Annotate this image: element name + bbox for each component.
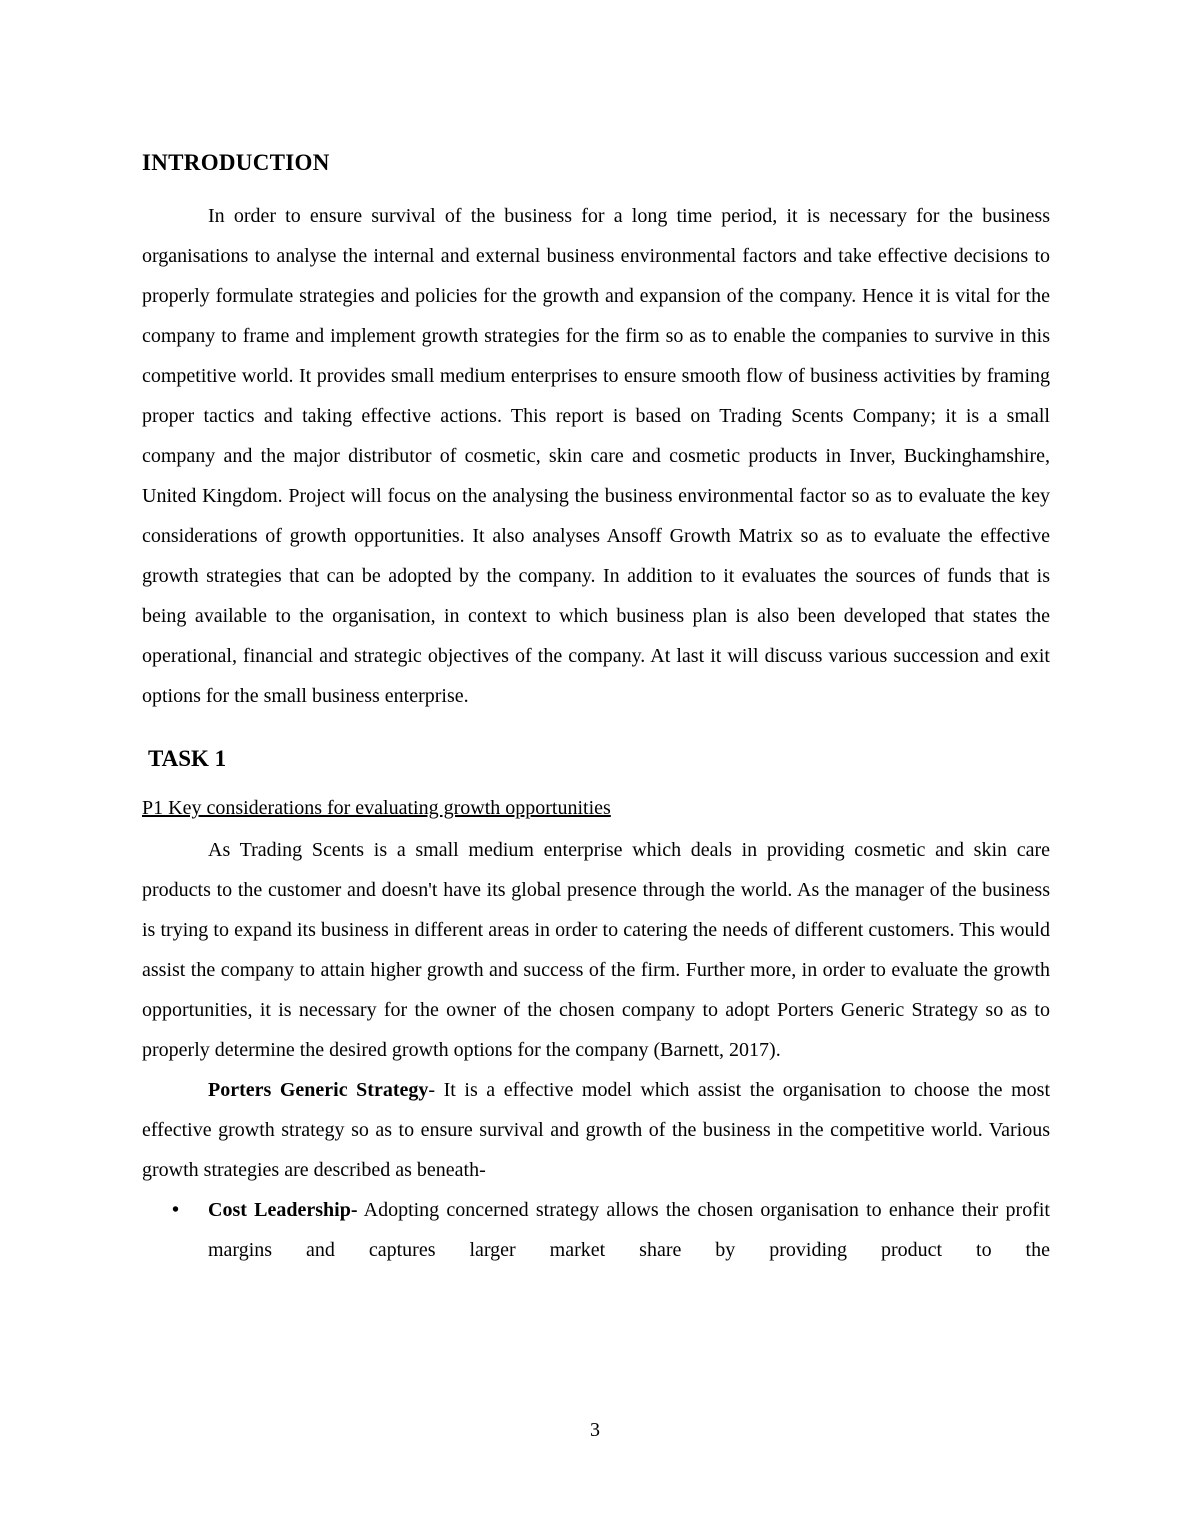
p1-subheading: P1 Key considerations for evaluating growth opportunities: [142, 797, 611, 819]
task1-heading: TASK 1: [148, 746, 227, 771]
introduction-paragraph: In order to ensure survival of the business for a long time period, it is necessary for the business organisations to analyse the internal and external business environmental factors and take effective decisions to properly formulate strategies and policies for the growth and expansion of the company. Hence it is vital for the company to frame and implement growth strategies for the firm so as to enable the companies to survive in this competitive world. It provides small medium enterprises to ensure smooth flow of business activities by framing proper tactics and taking effective actions. This report is based on Trading Scents Company; it is a small company and the major distributor of cosmetic, skin care and cosmetic products in Inver, Buckinghamshire, United Kingdom. Project will focus on the analysing the business environmental factor so as to evaluate the key considerations of growth opportunities. It also analyses Ansoff Growth Matrix so as to evaluate the effective growth strategies that can be adopted by the company. In addition to it evaluates the sources of funds that is being available to the organisation, in context to which business plan is also been developed that states the operational, financial and strategic objectives of the company. At last it will discuss various succession and exit options for the small business enterprise.: [142, 205, 1050, 707]
page-number: 3: [590, 1419, 600, 1441]
page-content: [142, 148, 1050, 1270]
cost-leadership-text: Adopting concerned strategy allows the chosen organisation to enhance their profit margins and captures larger market share by providing product to the: [208, 1199, 1050, 1261]
cost-leadership-bold-lead: Cost Leadership-: [208, 1199, 358, 1221]
list-item-cost-leadership: [142, 1190, 1050, 1270]
growth-strategies-list: [142, 1190, 1050, 1270]
porters-strategy-text: - It is a effective model which assist the organisation to choose the most effective growth strategy so as to ensure survival and growth of the business in the competitive world. Various growth strategies are described as beneath-: [142, 1079, 1050, 1181]
bullet-icon: •: [172, 1199, 180, 1221]
introduction-heading: INTRODUCTION: [142, 150, 330, 175]
porters-strategy-bold-lead: Porters Generic Strategy: [208, 1079, 429, 1101]
porters-strategy-paragraph: [142, 1070, 1050, 1190]
task1-paragraph: As Trading Scents is a small medium enterprise which deals in providing cosmetic and skin care products to the customer and doesn't have its global presence through the world. As the manager of the business is trying to expand its business in different areas in order to catering the needs of different customers. This would assist the company to attain higher growth and success of the firm. Further more, in order to evaluate the growth opportunities, it is necessary for the owner of the chosen company to adopt Porters Generic Strategy so as to properly determine the desired growth options for the company (Barnett, 2017).: [142, 839, 1050, 1061]
